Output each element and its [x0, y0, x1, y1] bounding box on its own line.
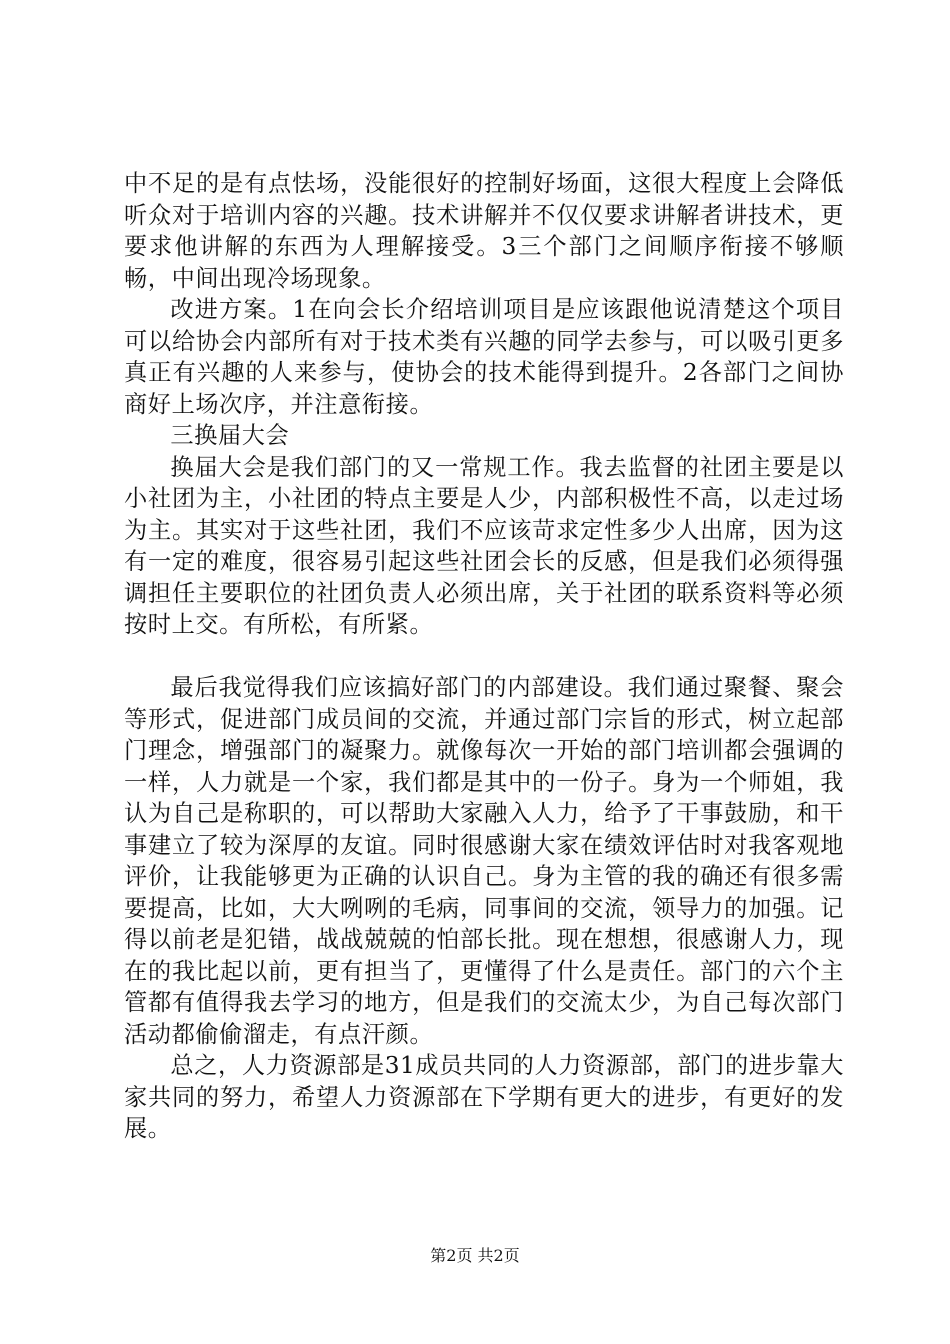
paragraph-internal-building: 最后我觉得我们应该搞好部门的内部建设。我们通过聚餐、聚会等形式，促进部门成员间的交流，并通过部门宗旨的形式，树立起部门理念，增强部门的凝聚力。就像每次一开始的部门培训都会强调的一样，人力就是一个家，我们都是其中的一份子。身为一个师姐，我认为自己是称职的，可以帮助大家融入人力，给予了干事鼓励，和干事建立了较为深厚的友谊。同时很感谢大家在绩效评估时对我客观地评价，让我能够更为正确的认识自己。身为主管的我的确还有很多需要提高，比如，大大咧咧的毛病，同事间的交流，领导力的加强。记得以前老是犯错，战战兢兢的怕部长批。现在想想，很感谢人力，现在的我比起以前，更有担当了，更懂得了什么是责任。部门的六个主管都有值得我去学习的地方，但是我们的交流太少，为自己每次部门活动都偷偷溜走，有点汗颜。 [124, 674, 844, 1048]
paragraph-election-meeting: 换届大会是我们部门的又一常规工作。我去监督的社团主要是以小社团为主，小社团的特点主要是人少，内部积极性不高，以走过场为主。其实对于这些社团，我们不应该苛求定性多少人出席，因为这有一定的难度，很容易引起这些社团会长的反感，但是我们必须得强调担任主要职位的社团负责人必须出席，关于社团的联系资料等必须按时上交。有所松，有所紧。 [124, 453, 844, 638]
paragraph-improvement-plan: 改进方案。1在向会长介绍培训项目是应该跟他说清楚这个项目可以给协会内部所有对于技术类有兴趣的同学去参与，可以吸引更多真正有兴趣的人来参与，使协会的技术能得到提升。2各部门之间协商好上场次序，并注意衔接。 [124, 296, 844, 418]
document-body [124, 168, 844, 1145]
paragraph-conclusion: 总之，人力资源部是31成员共同的人力资源部，部门的进步靠大家共同的努力，希望人力资源部在下学期有更大的进步，有更好的发展。 [124, 1052, 844, 1142]
paragraph-spacer [124, 641, 844, 673]
paragraph-continuation: 中不足的是有点怯场，没能很好的控制好场面，这很大程度上会降低听众对于培训内容的兴趣。技术讲解并不仅仅要求讲解者讲技术，更要求他讲解的东西为人理解接受。3三个部门之间顺序衔接不够顺畅，中间出现冷场现象。 [124, 170, 844, 292]
section-heading-election: 三换届大会 [170, 422, 290, 449]
page-number-footer: 第2页 共2页 [430, 1246, 520, 1265]
